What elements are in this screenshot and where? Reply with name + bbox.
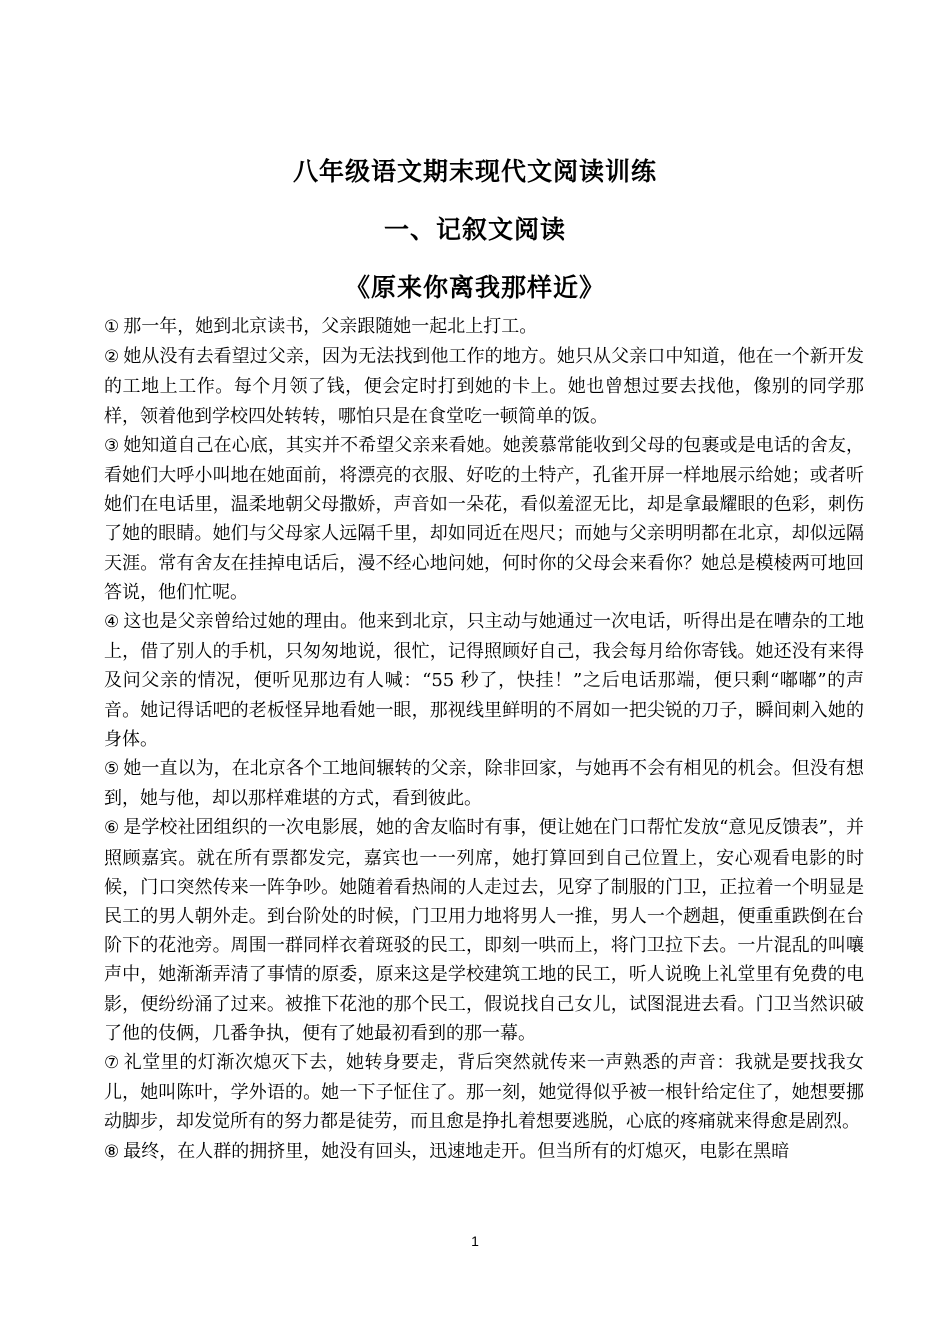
- paragraph-2: [104, 342, 864, 431]
- paragraph-number: ⑧: [104, 1141, 120, 1162]
- paragraph-number: ⑥: [104, 818, 120, 839]
- paragraph-text: 这也是父亲曾给过她的理由。他来到北京，只主动与她通过一次电话，听得出是在嘈杂的工地上，借了别人的手机，只匆匆地说，很忙，记得照顾好自己，我会每月给你寄钱。她还没有来得及问父亲的情况，便听见那边有人喊：“55 秒了，快挂！”之后电话那端，便只剩“嘟嘟”的声音。她记得话吧的老板怪异地看她一眼，那视线里鲜明的不屑如一把尖锐的刀子，瞬间刺入她的身体。: [104, 611, 864, 750]
- paragraph-text: 她从没有去看望过父亲，因为无法找到他工作的地方。她只从父亲口中知道，他在一个新开发的工地上工作。每个月领了钱，便会定时打到她的卡上。她也曾想过要去找他，像别的同学那样，领着他到学校四处转转，哪怕只是在食堂吃一顿简单的饭。: [104, 346, 864, 427]
- paragraph-8: [104, 1137, 864, 1167]
- paragraph-4: [104, 607, 864, 754]
- article-title: 《原来你离我那样近》: [344, 273, 605, 302]
- paragraph-number: ④: [104, 612, 120, 633]
- paragraph-text: 她一直以为，在北京各个工地间辗转的父亲，除非回家，与她再不会有相见的机会。但没有想到，她与他，却以那样难堪的方式，看到彼此。: [104, 758, 864, 810]
- paragraph-text: 是学校社团组织的一次电影展，她的舍友临时有事，便让她在门口帮忙发放“意见反馈表”，并照顾嘉宾。就在所有票都发完，嘉宾也一一列席，她打算回到自己位置上，安心观看电影的时候，门口突然传来一阵争吵。她随着看热闹的人走过去，见穿了制服的门卫，正拉着一个明显是民工的男人朝外走。到台阶处的时候，门卫用力地将男人一推，男人一个趔趄，便重重跌倒在台阶下的花池旁。周围一群同样衣着斑驳的民工，即刻一哄而上，将门卫拉下去。一片混乱的叫嚷声中，她渐渐弄清了事情的原委，原来这是学校建筑工地的民工，听人说晚上礼堂里有免费的电影，便纷纷涌了过来。被推下花池的那个民工，假说找自己女儿，试图混进去看。门卫当然识破了他的伎俩，几番争执，便有了她最初看到的那一幕。: [104, 817, 864, 1044]
- paragraph-number: ⑤: [104, 759, 120, 780]
- paragraph-1: [104, 312, 864, 342]
- paragraph-text: 她知道自己在心底，其实并不希望父亲来看她。她羡慕常能收到父母的包裹或是电话的舍友，看她们大呼小叫地在她面前，将漂亮的衣服、好吃的土特产，孔雀开屏一样地展示给她；或者听她们在电话里，温柔地朝父母撒娇，声音如一朵花，看似羞涩无比，却是拿最耀眼的色彩，刺伤了她的眼睛。她们与父母家人远隔千里，却如同近在咫尺；而她与父亲明明都在北京，却似远隔天涯。常有舍友在挂掉电话后，漫不经心地问她，何时你的父母会来看你？她总是模棱两可地回答说，他们忙呢。: [104, 434, 864, 603]
- section-heading: 一、记叙文阅读: [383, 215, 566, 244]
- page-number: 1: [471, 1233, 479, 1249]
- paragraph-7: [104, 1048, 864, 1137]
- paragraph-6: [104, 813, 864, 1048]
- article-body: [104, 312, 864, 1167]
- paragraph-number: ③: [104, 435, 120, 456]
- paragraph-text: 最终，在人群的拥挤里，她没有回头，迅速地走开。但当所有的灯熄灭，电影在黑暗: [123, 1140, 790, 1162]
- paragraph-3: [104, 431, 864, 607]
- paragraph-5: [104, 754, 864, 813]
- paragraph-number: ⑦: [104, 1053, 120, 1074]
- document-title: 八年级语文期末现代文阅读训练: [292, 157, 657, 186]
- paragraph-number: ②: [104, 347, 120, 368]
- paragraph-text: 那一年，她到北京读书，父亲跟随她一起北上打工。: [123, 316, 538, 337]
- paragraph-number: ①: [104, 317, 120, 337]
- paragraph-text: 礼堂里的灯渐次熄灭下去，她转身要走，背后突然就传来一声熟悉的声音：我就是要找我女儿，她叫陈叶，学外语的。她一下子怔住了。那一刻，她觉得似乎被一根针给定住了，她想要挪动脚步，却发觉所有的努力都是徒劳，而且愈是挣扎着想要逃脱，心底的疼痛就来得愈是剧烈。: [104, 1052, 864, 1133]
